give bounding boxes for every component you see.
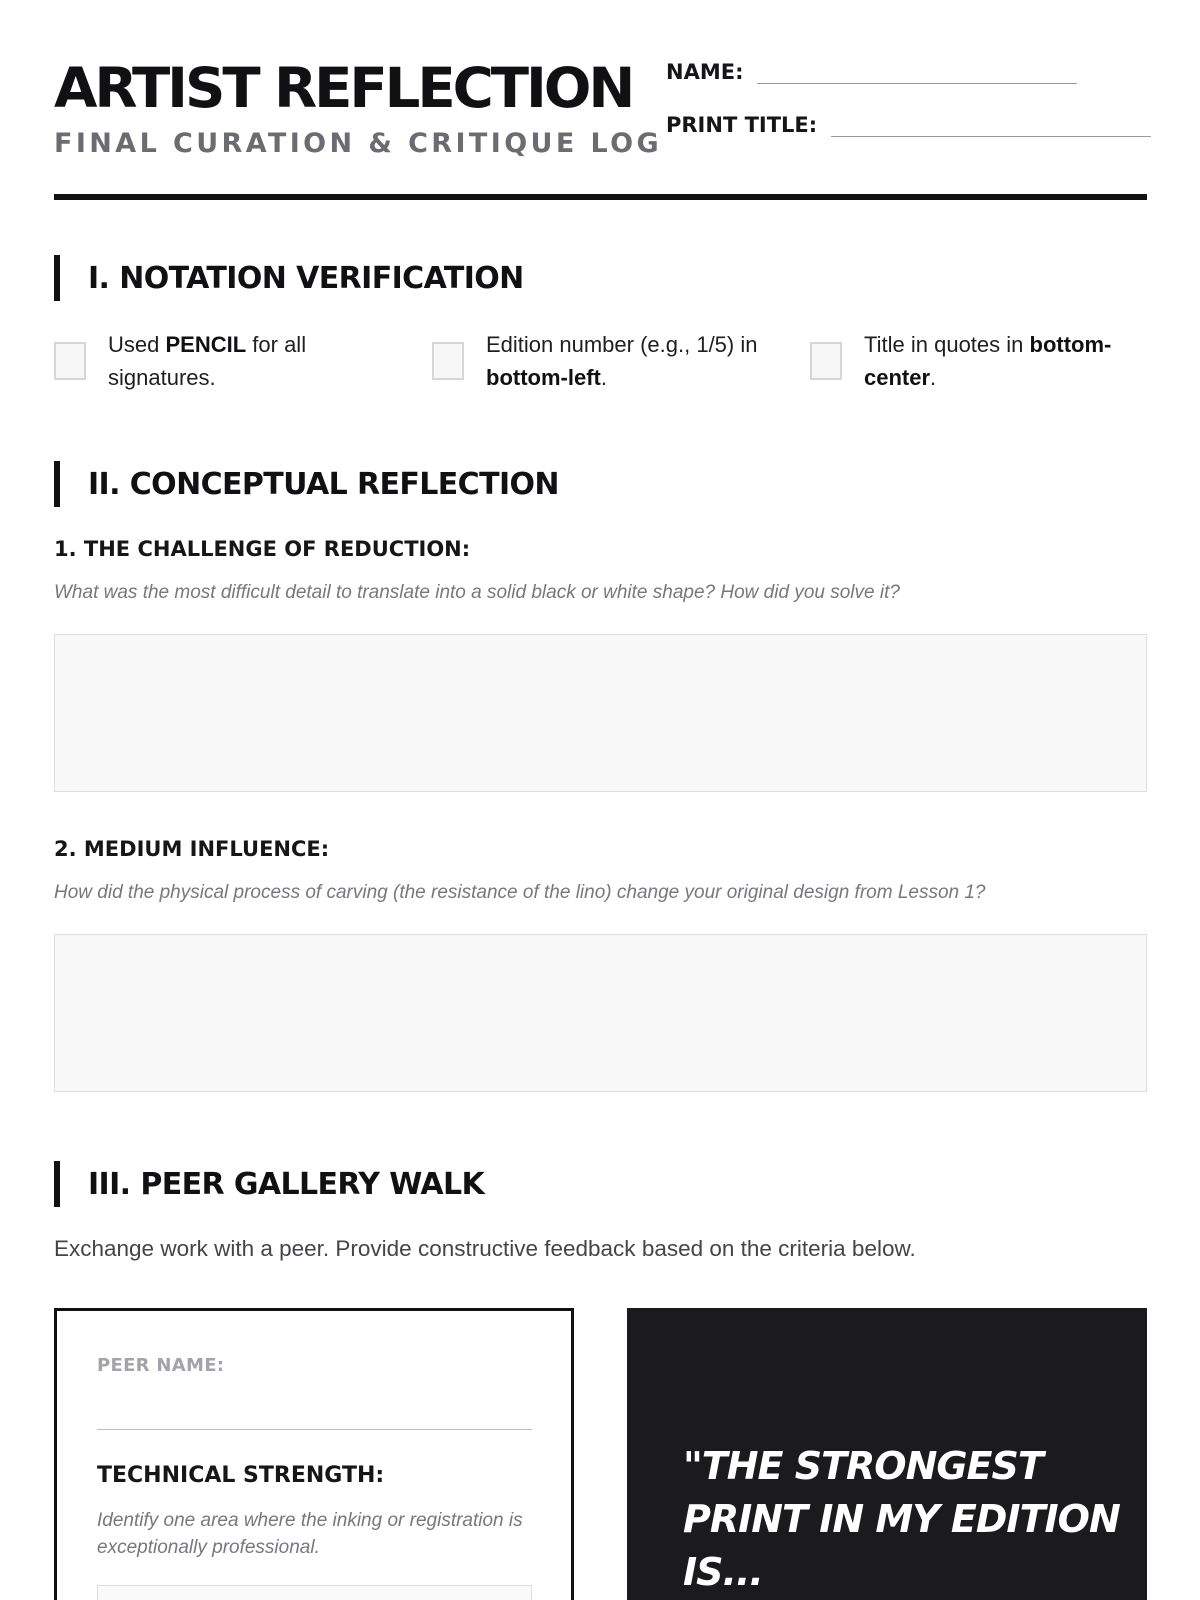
question-1-hint: What was the most difficult detail to translate into a solid black or white shape? How did you solve it? <box>54 582 900 603</box>
peer-feedback-card <box>54 1308 574 1600</box>
name-input-line[interactable] <box>757 64 1077 84</box>
print-title-field <box>666 113 1151 137</box>
checklist-text: Title in quotes in bottom-center. <box>864 332 1112 390</box>
checklist-item-pencil <box>54 328 394 394</box>
name-label: NAME: <box>666 60 744 84</box>
page-subtitle: FINAL CURATION & CRITIQUE LOG <box>54 128 663 159</box>
peer-name-label: PEER NAME: <box>97 1355 225 1376</box>
section-conceptual-heading <box>54 461 559 507</box>
section-title: I. NOTATION VERIFICATION <box>88 260 524 296</box>
section-title: II. CONCEPTUAL REFLECTION <box>88 466 559 502</box>
name-field <box>666 60 1077 84</box>
title-checkbox[interactable] <box>810 342 842 380</box>
print-title-input-line[interactable] <box>831 117 1151 137</box>
quote-prompt: "THE STRONGEST PRINT IN MY EDITION IS... <box>683 1444 1120 1594</box>
technical-strength-hint: Identify one area where the inking or registration is exceptionally professional. <box>97 1510 523 1558</box>
pencil-checkbox[interactable] <box>54 342 86 380</box>
checklist-item-edition <box>432 328 782 394</box>
question-1-label: 1. THE CHALLENGE OF REDUCTION: <box>54 537 471 561</box>
question-1-answer-box[interactable] <box>54 634 1147 792</box>
checklist-text: Edition number (e.g., 1/5) in bottom-left. <box>486 332 758 390</box>
quote-card <box>627 1308 1147 1600</box>
checklist-text: Used PENCIL for all signatures. <box>108 332 307 390</box>
print-title-label: PRINT TITLE: <box>666 113 818 137</box>
peer-name-input-line[interactable] <box>97 1429 532 1430</box>
question-2-answer-box[interactable] <box>54 934 1147 1092</box>
question-2-hint: How did the physical process of carving (the resistance of the lino) change your original design from Lesson 1? <box>54 882 986 903</box>
technical-strength-answer-box[interactable] <box>97 1585 532 1600</box>
page-title: ARTIST REFLECTION <box>54 56 633 120</box>
section-peer-heading <box>54 1161 484 1207</box>
technical-strength-title: TECHNICAL STRENGTH: <box>97 1463 385 1488</box>
section-bar <box>54 255 60 301</box>
checklist-item-title <box>810 328 1147 394</box>
section-title: III. PEER GALLERY WALK <box>88 1166 485 1202</box>
peer-intro-text: Exchange work with a peer. Provide constructive feedback based on the criteria below. <box>54 1236 916 1261</box>
worksheet-header <box>54 56 1147 202</box>
question-2-label: 2. MEDIUM INFLUENCE: <box>54 837 330 861</box>
section-bar <box>54 461 60 507</box>
notation-checklist <box>54 328 1147 398</box>
edition-checkbox[interactable] <box>432 342 464 380</box>
section-bar <box>54 1161 60 1207</box>
section-notation-heading <box>54 255 524 301</box>
header-divider <box>54 194 1147 200</box>
